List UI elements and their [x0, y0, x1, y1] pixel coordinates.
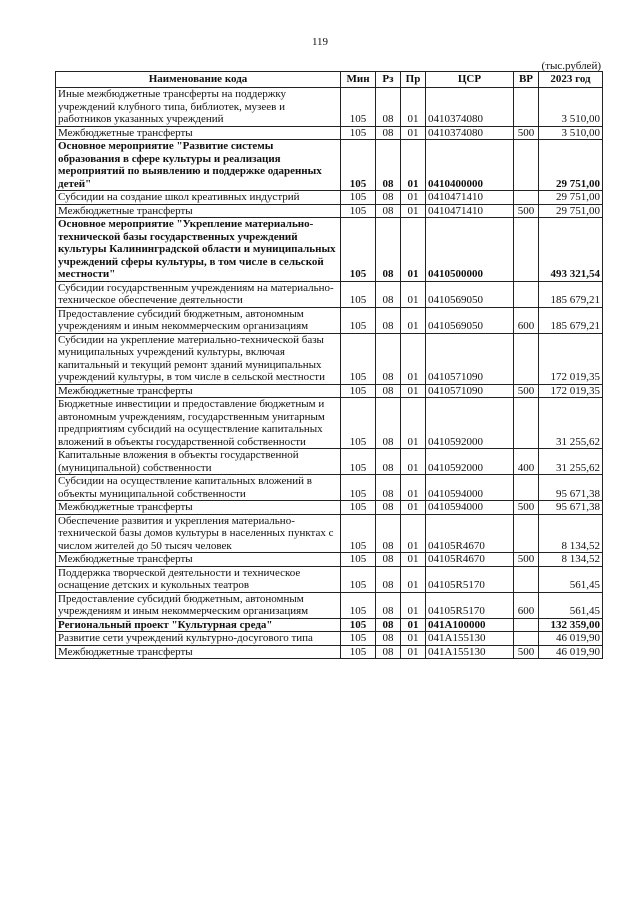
cell-min: 105	[341, 218, 376, 282]
table-row	[56, 384, 603, 398]
cell-min: 105	[341, 140, 376, 191]
table-row	[56, 88, 603, 127]
cell-rz: 08	[376, 218, 401, 282]
cell-amount: 31 255,62	[539, 449, 603, 475]
cell-vr	[514, 140, 539, 191]
cell-pr: 01	[401, 475, 426, 501]
cell-name: Субсидии на укрепление материально-технической базы муниципальных учреждений культуры, включая капитальный и текущий ремонт зданий муниципальных учреждений культуры, в том числе в сельской местности	[56, 333, 341, 384]
cell-amount: 185 679,21	[539, 281, 603, 307]
cell-rz: 08	[376, 191, 401, 205]
cell-pr: 01	[401, 281, 426, 307]
cell-name: Капитальные вложения в объекты государственной (муниципальной) собственности	[56, 449, 341, 475]
cell-name: Основное мероприятие "Развитие системы образования в сфере культуры и реализация мероприятий по выявлению и поддержке одаренных детей"	[56, 140, 341, 191]
table-row	[56, 553, 603, 567]
cell-rz: 08	[376, 126, 401, 140]
cell-vr	[514, 514, 539, 553]
cell-vr	[514, 632, 539, 646]
cell-rz: 08	[376, 307, 401, 333]
cell-pr: 01	[401, 449, 426, 475]
cell-csr: 0410374080	[426, 126, 514, 140]
table-row	[56, 566, 603, 592]
cell-pr: 01	[401, 140, 426, 191]
cell-name: Предоставление субсидий бюджетным, автономным учреждениям и иным некоммерческим организациям	[56, 592, 341, 618]
cell-pr: 01	[401, 204, 426, 218]
cell-pr: 01	[401, 126, 426, 140]
table-row	[56, 126, 603, 140]
header-min: Мин	[341, 72, 376, 88]
cell-pr: 01	[401, 191, 426, 205]
table-row	[56, 204, 603, 218]
cell-name: Обеспечение развития и укрепления материально-технической базы домов культуры в населенных пунктах с числом жителей до 50 тысяч человек	[56, 514, 341, 553]
cell-vr: 600	[514, 592, 539, 618]
cell-min: 105	[341, 592, 376, 618]
budget-table	[55, 71, 603, 659]
cell-amount: 29 751,00	[539, 204, 603, 218]
cell-name: Субсидии государственным учреждениям на материально-техническое обеспечение деятельности	[56, 281, 341, 307]
cell-name: Межбюджетные трансферты	[56, 126, 341, 140]
cell-min: 105	[341, 449, 376, 475]
cell-rz: 08	[376, 384, 401, 398]
cell-csr: 0410471410	[426, 191, 514, 205]
table-body	[56, 88, 603, 659]
cell-min: 105	[341, 618, 376, 632]
cell-vr: 600	[514, 307, 539, 333]
cell-csr: 0410571090	[426, 384, 514, 398]
header-csr: ЦСР	[426, 72, 514, 88]
cell-csr: 04105R5170	[426, 592, 514, 618]
cell-vr	[514, 618, 539, 632]
cell-name: Межбюджетные трансферты	[56, 645, 341, 659]
cell-csr: 0410569050	[426, 281, 514, 307]
cell-csr: 041A155130	[426, 632, 514, 646]
cell-csr: 04105R5170	[426, 566, 514, 592]
cell-vr: 500	[514, 501, 539, 515]
cell-vr: 500	[514, 553, 539, 567]
cell-amount: 31 255,62	[539, 398, 603, 449]
cell-vr: 500	[514, 384, 539, 398]
table-row	[56, 307, 603, 333]
cell-pr: 01	[401, 618, 426, 632]
cell-min: 105	[341, 281, 376, 307]
cell-amount: 3 510,00	[539, 126, 603, 140]
cell-rz: 08	[376, 632, 401, 646]
cell-vr: 400	[514, 449, 539, 475]
cell-amount: 561,45	[539, 566, 603, 592]
cell-min: 105	[341, 384, 376, 398]
table-row	[56, 398, 603, 449]
cell-csr: 04105R4670	[426, 514, 514, 553]
cell-name: Поддержка творческой деятельности и техническое оснащение детских и кукольных театров	[56, 566, 341, 592]
table-row	[56, 618, 603, 632]
cell-pr: 01	[401, 88, 426, 127]
cell-amount: 561,45	[539, 592, 603, 618]
cell-rz: 08	[376, 140, 401, 191]
cell-rz: 08	[376, 204, 401, 218]
table-row	[56, 514, 603, 553]
cell-csr: 0410592000	[426, 449, 514, 475]
cell-amount: 46 019,90	[539, 645, 603, 659]
cell-pr: 01	[401, 566, 426, 592]
cell-amount: 29 751,00	[539, 191, 603, 205]
cell-amount: 172 019,35	[539, 384, 603, 398]
table-row	[56, 218, 603, 282]
cell-min: 105	[341, 307, 376, 333]
header-rz: Рз	[376, 72, 401, 88]
cell-rz: 08	[376, 618, 401, 632]
cell-pr: 01	[401, 501, 426, 515]
cell-name: Бюджетные инвестиции и предоставление бюджетным и автономным учреждениям, государственным унитарным предприятиям субсидий на осуществление капитальных вложений в объекты государственной собственности	[56, 398, 341, 449]
table-row	[56, 281, 603, 307]
cell-rz: 08	[376, 475, 401, 501]
table-row	[56, 475, 603, 501]
cell-pr: 01	[401, 632, 426, 646]
cell-name: Межбюджетные трансферты	[56, 384, 341, 398]
units-label: (тыс.рублей)	[541, 60, 601, 72]
cell-min: 105	[341, 566, 376, 592]
cell-amount: 29 751,00	[539, 140, 603, 191]
cell-vr: 500	[514, 126, 539, 140]
cell-pr: 01	[401, 592, 426, 618]
cell-rz: 08	[376, 333, 401, 384]
cell-min: 105	[341, 88, 376, 127]
cell-vr	[514, 191, 539, 205]
header-year: 2023 год	[539, 72, 603, 88]
cell-rz: 08	[376, 645, 401, 659]
cell-pr: 01	[401, 514, 426, 553]
cell-csr: 0410571090	[426, 333, 514, 384]
cell-csr: 041A155130	[426, 645, 514, 659]
cell-pr: 01	[401, 645, 426, 659]
cell-csr: 0410374080	[426, 88, 514, 127]
header-vr: ВР	[514, 72, 539, 88]
cell-csr: 0410471410	[426, 204, 514, 218]
header-pr: Пр	[401, 72, 426, 88]
cell-vr: 500	[514, 204, 539, 218]
cell-csr: 0410569050	[426, 307, 514, 333]
cell-rz: 08	[376, 501, 401, 515]
cell-name: Основное мероприятие "Укрепление материально-технической базы государственных учреждений культуры Калининградской области и муниципальных учреждений сферы культуры, в том числе в сельской местности"	[56, 218, 341, 282]
cell-name: Субсидии на создание школ креативных индустрий	[56, 191, 341, 205]
table-header-row	[56, 72, 603, 88]
cell-vr	[514, 475, 539, 501]
cell-name: Межбюджетные трансферты	[56, 204, 341, 218]
cell-amount: 95 671,38	[539, 501, 603, 515]
cell-name: Межбюджетные трансферты	[56, 501, 341, 515]
cell-amount: 3 510,00	[539, 88, 603, 127]
cell-rz: 08	[376, 88, 401, 127]
cell-amount: 95 671,38	[539, 475, 603, 501]
cell-min: 105	[341, 333, 376, 384]
cell-min: 105	[341, 645, 376, 659]
cell-amount: 493 321,54	[539, 218, 603, 282]
cell-rz: 08	[376, 566, 401, 592]
cell-vr	[514, 281, 539, 307]
header-name: Наименование кода	[56, 72, 341, 88]
table-row	[56, 645, 603, 659]
table-row	[56, 592, 603, 618]
cell-vr	[514, 88, 539, 127]
table-row	[56, 333, 603, 384]
cell-vr	[514, 566, 539, 592]
cell-pr: 01	[401, 333, 426, 384]
cell-csr: 0410594000	[426, 475, 514, 501]
page-number: 119	[311, 36, 329, 48]
cell-min: 105	[341, 514, 376, 553]
cell-name: Иные межбюджетные трансферты на поддержку учреждений клубного типа, библиотек, музеев и работников указанных учреждений	[56, 88, 341, 127]
cell-vr	[514, 333, 539, 384]
cell-rz: 08	[376, 281, 401, 307]
cell-min: 105	[341, 191, 376, 205]
cell-csr: 0410592000	[426, 398, 514, 449]
cell-min: 105	[341, 475, 376, 501]
cell-min: 105	[341, 553, 376, 567]
cell-min: 105	[341, 126, 376, 140]
cell-vr: 500	[514, 645, 539, 659]
table-row	[56, 501, 603, 515]
cell-pr: 01	[401, 218, 426, 282]
cell-amount: 185 679,21	[539, 307, 603, 333]
cell-pr: 01	[401, 553, 426, 567]
cell-rz: 08	[376, 514, 401, 553]
cell-csr: 0410500000	[426, 218, 514, 282]
cell-name: Предоставление субсидий бюджетным, автономным учреждениям и иным некоммерческим организациям	[56, 307, 341, 333]
cell-min: 105	[341, 501, 376, 515]
cell-rz: 08	[376, 398, 401, 449]
cell-pr: 01	[401, 398, 426, 449]
cell-vr	[514, 218, 539, 282]
cell-name: Субсидии на осуществление капитальных вложений в объекты муниципальной собственности	[56, 475, 341, 501]
cell-name: Региональный проект "Культурная среда"	[56, 618, 341, 632]
cell-min: 105	[341, 398, 376, 449]
cell-amount: 46 019,90	[539, 632, 603, 646]
cell-csr: 04105R4670	[426, 553, 514, 567]
table-row	[56, 191, 603, 205]
cell-pr: 01	[401, 307, 426, 333]
cell-name: Развитие сети учреждений культурно-досугового типа	[56, 632, 341, 646]
cell-amount: 8 134,52	[539, 553, 603, 567]
cell-csr: 0410594000	[426, 501, 514, 515]
cell-pr: 01	[401, 384, 426, 398]
cell-rz: 08	[376, 553, 401, 567]
cell-rz: 08	[376, 449, 401, 475]
cell-amount: 172 019,35	[539, 333, 603, 384]
table-row	[56, 632, 603, 646]
cell-rz: 08	[376, 592, 401, 618]
cell-amount: 8 134,52	[539, 514, 603, 553]
cell-min: 105	[341, 632, 376, 646]
cell-vr	[514, 398, 539, 449]
table-row	[56, 449, 603, 475]
cell-amount: 132 359,00	[539, 618, 603, 632]
cell-min: 105	[341, 204, 376, 218]
cell-csr: 0410400000	[426, 140, 514, 191]
cell-csr: 041A100000	[426, 618, 514, 632]
table-row	[56, 140, 603, 191]
cell-name: Межбюджетные трансферты	[56, 553, 341, 567]
